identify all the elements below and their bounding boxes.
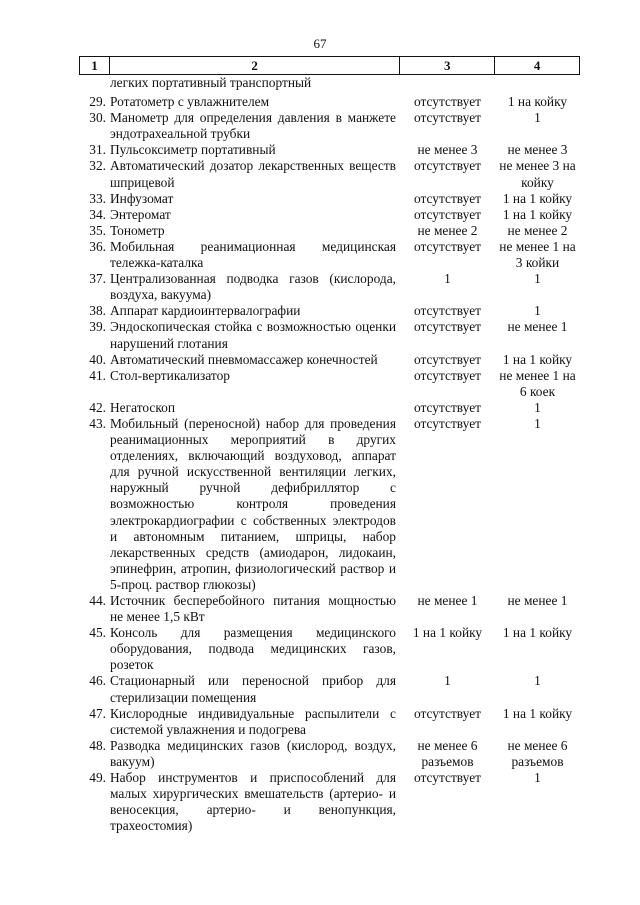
row-value-col3: не менее 6 разъемов (417, 737, 478, 769)
row-value-col3: 1 (444, 271, 451, 287)
row-value-col4: 1 (534, 673, 541, 689)
row-value-col4: 1 на 1 койку (502, 625, 573, 641)
table-row (79, 706, 580, 738)
header-col-2: 2 (110, 57, 400, 74)
row-value-col3 (400, 75, 495, 91)
row-name: Источник бесперебойного питания мощностью не менее 1,5 кВт (110, 593, 396, 625)
row-number: 39. (89, 319, 106, 335)
table-row (79, 142, 580, 158)
row-value-col4 (495, 75, 580, 91)
row-value-col4: не менее 1 (507, 593, 568, 608)
row-number: 44. (89, 593, 106, 608)
row-number: 37. (89, 271, 106, 287)
table-row (79, 352, 580, 368)
row-value-col4: 1 (534, 770, 541, 786)
row-value-col3: отсутствует (414, 303, 481, 319)
row-name: Тонометр (110, 222, 165, 238)
row-name: Манометр для определения давления в манжете эндотрахеальной трубки (110, 110, 396, 142)
row-value-col3: отсутствует (414, 319, 481, 335)
table-body (79, 75, 580, 834)
row-name: Мобильная реанимационная медицинская тележка-каталка (110, 238, 396, 271)
table-row (79, 593, 580, 625)
row-value-col4: не менее 1 на 6 коек (499, 367, 576, 399)
table-row (79, 319, 580, 351)
page-number: 67 (313, 36, 327, 51)
row-number: 36. (89, 238, 106, 254)
row-value-col3: не менее 3 (417, 142, 478, 158)
equipment-table (79, 56, 580, 834)
row-number: 41. (89, 367, 106, 383)
row-value-col4: не менее 1 на 3 койки (499, 238, 576, 271)
table-row (79, 738, 580, 770)
header-col-4: 4 (495, 57, 580, 74)
row-value-col4: 1 на 1 койку (502, 206, 573, 222)
table-header (79, 56, 580, 75)
row-value-col4: не менее 6 разъемов (507, 737, 568, 769)
row-value-col3: отсутствует (414, 367, 481, 383)
table-row (79, 94, 580, 110)
row-name: Ротатометр с увлажнителем (110, 94, 270, 110)
row-number: 49. (89, 770, 106, 786)
row-value-col4: 1 (534, 303, 541, 319)
row-number: 43. (89, 415, 106, 431)
row-value-col3: отсутствует (414, 94, 481, 110)
row-value-col4: 1 (534, 399, 541, 415)
row-name: Энтеромат (110, 206, 171, 222)
row-name: Разводка медицинских газов (кислород, воздух, вакуум) (110, 737, 396, 769)
row-number: 32. (89, 158, 106, 174)
table-row (79, 368, 580, 400)
row-value-col3: отсутствует (414, 351, 481, 367)
row-name: Автоматический дозатор лекарственных веществ шприцевой (110, 158, 396, 190)
table-row (79, 303, 580, 319)
row-value-col3: отсутствует (414, 399, 481, 415)
table-row (79, 416, 580, 593)
row-name: Пульсоксиметр портативный (110, 142, 276, 158)
row-value-col3: отсутствует (414, 206, 481, 222)
row-name: Стол-вертикализатор (110, 367, 230, 383)
row-number: 30. (89, 110, 106, 126)
row-value-col3: отсутствует (414, 238, 481, 254)
table-row (79, 223, 580, 239)
row-value-col4: 1 (534, 271, 541, 287)
row-number (79, 75, 109, 91)
row-number: 42. (89, 399, 106, 415)
row-value-col3: отсутствует (414, 705, 481, 721)
row-value-col3: отсутствует (414, 158, 481, 174)
table-row (79, 673, 580, 705)
header-col-3: 3 (400, 57, 495, 74)
row-value-col3: отсутствует (414, 190, 481, 206)
row-value-col3: 1 на 1 койку (412, 625, 483, 641)
row-value-col4: не менее 1 (507, 319, 568, 335)
row-value-col4: 1 (534, 110, 541, 126)
row-name: Аппарат кардиоинтервалографии (110, 303, 301, 319)
row-number: 46. (89, 673, 106, 689)
row-number: 38. (89, 303, 106, 319)
row-name: Негатоскоп (110, 399, 176, 415)
row-name: Инфузомат (110, 190, 174, 206)
row-value-col3: отсутствует (414, 110, 481, 126)
row-number: 45. (89, 625, 106, 641)
row-value-col4: 1 (534, 415, 541, 431)
table-row (79, 158, 580, 190)
table-row (79, 75, 580, 91)
header-col-1: 1 (80, 57, 110, 74)
row-value-col4: 1 на койку (507, 94, 568, 110)
row-name: Кислородные индивидуальные распылители с системой увлажнения и подогрева (110, 705, 396, 737)
row-name: Набор инструментов и приспособлений для малых хирургических вмешательств (артерио- и веносекция, артерио- и венопункция, трахеостомия) (110, 770, 396, 834)
row-number: 34. (89, 206, 106, 222)
row-value-col4: 1 на 1 койку (502, 190, 573, 206)
row-name: Автоматический пневмомассажер конечностей (110, 351, 378, 367)
row-name: Эндоскопическая стойка с возможностью оценки нарушений глотания (110, 319, 396, 351)
row-value-col3: отсутствует (414, 415, 481, 431)
row-number: 29. (89, 94, 106, 110)
table-row (79, 271, 580, 303)
row-name: Стационарный или переносной прибор для стерилизации помещения (110, 673, 396, 705)
row-value-col4: не менее 3 (507, 142, 568, 158)
row-value-col3: не менее 1 (417, 593, 478, 608)
row-name: легких портативный транспортный (110, 75, 312, 90)
row-value-col3: 1 (444, 673, 451, 689)
row-name: Мобильный (переносной) набор для проведения реанимационных мероприятий в других отделениях, включающий воздуховод, аппарат для ручной искусственной вентиляции легких, наружный ручной дефибриллятор с возможностью контроля проведения электрокардиографии с собственных электродов и автономным питанием, шприцы, набор лекарственных средств (амиодарон, лидокаин, эпинефрин, атропин, физиологический раствор и 5-проц. раствор глюкозы) (110, 415, 396, 592)
table-row (79, 239, 580, 271)
table-row (79, 770, 580, 834)
row-name: Централизованная подводка газов (кислорода, воздуха, вакуума) (110, 271, 396, 303)
row-value-col4: не менее 3 на койку (499, 158, 576, 190)
row-value-col4: 1 на 1 койку (502, 705, 573, 721)
row-value-col3: не менее 2 (417, 222, 478, 238)
row-value-col4: не менее 2 (507, 222, 568, 238)
row-name: Консоль для размещения медицинского оборудования, подвода медицинских газов, розеток (110, 625, 396, 673)
row-number: 33. (89, 190, 106, 206)
row-number: 40. (89, 351, 106, 367)
row-number: 48. (89, 737, 106, 753)
table-row (79, 207, 580, 223)
row-number: 47. (89, 705, 106, 721)
row-number: 31. (89, 142, 106, 158)
table-row (79, 625, 580, 673)
table-row (79, 110, 580, 142)
row-value-col4: 1 на 1 койку (502, 351, 573, 367)
table-row (79, 191, 580, 207)
row-number: 35. (89, 222, 106, 238)
row-value-col3: отсутствует (414, 770, 481, 786)
table-row (79, 400, 580, 416)
